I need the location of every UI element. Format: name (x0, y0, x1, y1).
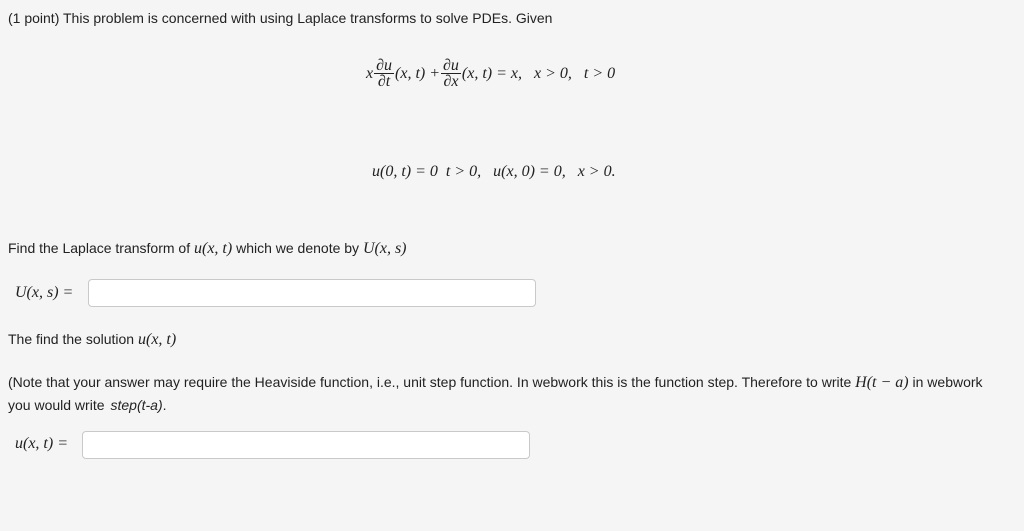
note-text: in webwork you would write (8, 374, 983, 413)
boundary-conditions: u(0, t) = 0 t > 0, u(x, 0) = 0, x > 0. (372, 163, 616, 180)
pde-equation (366, 58, 615, 89)
answer-label-U: U(x, s) = (15, 284, 74, 301)
fraction-denominator: ∂t (377, 73, 391, 90)
problem-intro: (1 point) This problem is concerned with using Laplace transforms to solve PDEs. Given (8, 10, 553, 26)
partial-u-t-fraction (374, 58, 394, 89)
fraction-numerator: ∂u (376, 57, 393, 74)
fraction-numerator: ∂u (443, 57, 459, 74)
laplace-transform-answer-input[interactable] (88, 279, 536, 307)
note-text: (Note that your answer may require the Heaviside function, i.e., unit step function. In webwork this is the function step. Therefore to write (8, 374, 856, 390)
fraction-denominator: ∂x (443, 73, 459, 90)
math-H: H(t − a) (855, 374, 909, 391)
pde-middle-term: (x, t) + (395, 64, 441, 82)
question-text: which we denote by (232, 240, 363, 256)
pde-right-side: (x, t) = x, x > 0, t > 0 (461, 64, 616, 82)
heaviside-note (8, 371, 1008, 416)
note-end: . (162, 397, 167, 413)
math-u: u(x, t) (137, 331, 177, 348)
math-u: u(x, t) (194, 240, 233, 257)
step-function-example: step(t-a) (110, 397, 163, 413)
question-text: Find the Laplace transform of (8, 240, 194, 256)
question-text: The find the solution (8, 331, 138, 347)
math-U: U(x, s) (362, 240, 407, 257)
question-solution (8, 331, 176, 349)
pde-coefficient: x (366, 64, 374, 82)
answer-label-u: u(x, t) = (15, 435, 68, 452)
solution-answer-input[interactable] (82, 431, 530, 459)
question-laplace-transform (8, 240, 407, 258)
partial-u-x-fraction (441, 58, 461, 89)
